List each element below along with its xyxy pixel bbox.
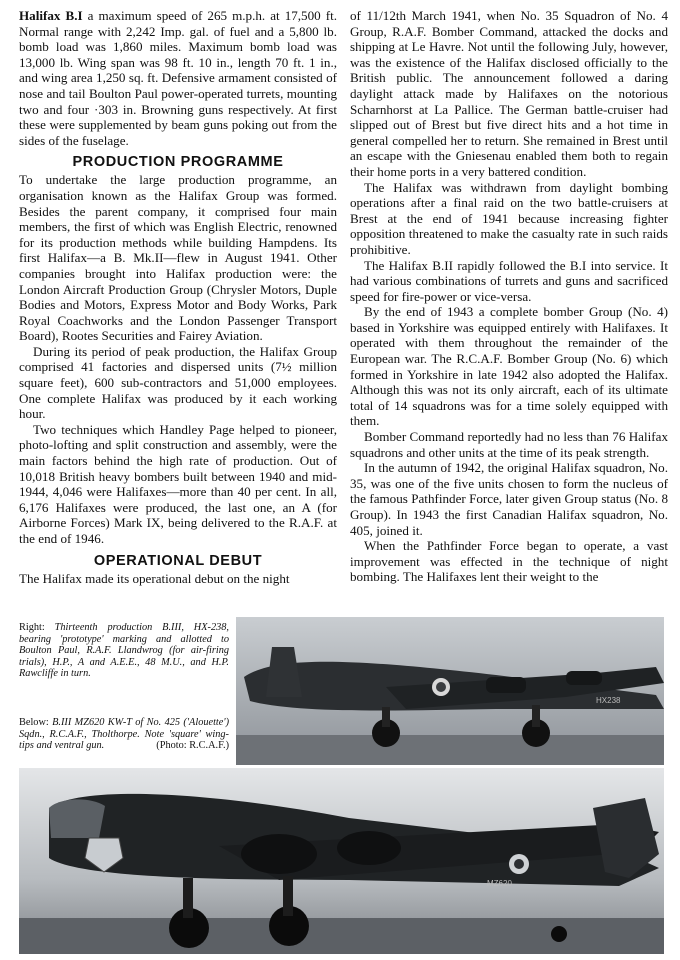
caption-below-credit: (Photo: R.C.A.F.) xyxy=(156,740,229,752)
right-paragraph-2: The Halifax was withdrawn from daylight bombing operations after a final raid on the two battle-cruisers at Brest at the end of 1941 because increasing fighter opposition threatened to make the casualty rate in such raids prohibitive. xyxy=(350,179,668,257)
photo-halifax-hx238 xyxy=(236,617,664,765)
right-paragraph-6: In the autumn of 1942, the original Halifax squadron, No. 35, was one of the five units chosen to form the nucleus of the famous Pathfinder Force, later given Group status (No. 8 Group). In 1943 the first Canadian Halifax squadron, No. 405, joined it. xyxy=(350,460,668,538)
caption-below-photo xyxy=(19,717,229,752)
right-paragraph-3: The Halifax B.II rapidly followed the B.I into service. It had various combinations of turrets and guns and sacrificed speed for fire-power or vice-versa. xyxy=(350,257,668,304)
heading-production-programme: PRODUCTION PROGRAMME xyxy=(72,154,284,171)
right-paragraph-4: By the end of 1943 a complete bomber Group (No. 4) based in Yorkshire was equipped entirely with Halifaxes. It operated with them throughout the remainder of the European war. The R.C.A.F. Bomber Group (No. 6) which formed in Yorkshire in late 1942 also adopted the Halifax. Although this was not its only aircraft, each of its ultimate total of 14 squadrons was for a time solely equipped with them. xyxy=(350,304,668,429)
production-paragraph-1: To undertake the large production programme, an organisation known as the Halifax Group was formed. Besides the parent company, it comprised four main members, the first of which was English Electric, renowned for its production methods while building Hampdens. Its first Halifax—a B. Mk.II—flew in August 1941. Other companies brought into Halifax production were: the London Aircraft Production Group (Chrysler Motors, Duple Bodies and Motors, Express Motor and Body Works, Park Royal Coachworks and the London Passenger Transport Board), Rootes Securities and Fairey Aviation. xyxy=(19,172,337,344)
caption-below-text: B.III MZ620 KW-T of No. 425 ('Alouette') Sqdn., R.C.A.F., Tholthorpe. Note 'square' wing-tips and ventral gun. xyxy=(19,717,229,752)
caption-right-text: Thirteenth production B.III, HX-238, bearing 'prototype' marking and allotted to Boulton Paul, R.A.F. Llandwrog (for air-firing trials), H.P., A and A.E.E., 48 M.U., and H.P. Rawcliffe in turn. xyxy=(19,622,229,680)
caption-right-photo xyxy=(19,622,229,680)
intro-paragraph: Halifax B.I a maximum speed of 265 m.p.h. at 17,500 ft. Normal range with 2,242 Imp. gal. of fuel and a 5,800 lb. bomb load was 1,860 miles. Maximum bomb load was 13,000 lb. Wing span was 98 ft. 10 in., length 70 ft. 1 in., and wing area 1,250 sq. ft. Defensive armament consisted of nose and tail Boulton Paul power-operated turrets, mounting two and four ·303 in. Browning guns respectively. At first these were supplemented by beam guns poking out from the sides of the fuselage. xyxy=(19,8,338,148)
debut-paragraph: The Halifax made its operational debut on the night xyxy=(19,570,290,586)
production-paragraph-3: Two techniques which Handley Page helped to pioneer, photo-lofting and split construction and assembly, were the main factors behind the high rate of production. Out of 10,018 British heavy bombers built between 1940 and mid-1944, 4,046 were Halifaxes—more than 40 per cent. In all, 6,176 Halifaxes were produced, the last one, an A (for Airborne Forces) Mark IX, being delivered to the R.A.F. at the end of 1946. xyxy=(19,421,337,546)
left-column xyxy=(19,8,337,586)
intro-lead: Halifax B.I xyxy=(19,8,83,23)
caption-right-tag: Right: xyxy=(19,622,45,633)
photo-below-serial: MZ620 xyxy=(487,879,512,888)
right-column xyxy=(350,8,668,585)
right-paragraph-7: When the Pathfinder Force began to operate, a vast improvement was effected in the technique of night bombing. The Halifaxes lent their weight to the xyxy=(350,538,668,585)
photo-right-serial: HX238 xyxy=(596,696,621,705)
right-paragraph-1: of 11/12th March 1941, when No. 35 Squadron of No. 4 Group, R.A.F. Bomber Command, attacked the docks and shipping at Le Havre. Not until the following July, however, was the existence of the Halifax disclosed officially to the British public. The announcement followed a daring daylight attack made by Halifaxes on the notorious Scharnhorst at La Pallice. The German battle-cruiser had slipped out of Brest but five direct hits and a hot time in general compelled her to return. She remained in Brest until an escape with the Gniesenau enabled them both to regain their home ports in a very battered condition. xyxy=(350,8,668,179)
caption-below-tag: Below: xyxy=(19,717,49,728)
photo-halifax-mz620 xyxy=(19,768,664,954)
heading-operational-debut: OPERATIONAL DEBUT xyxy=(93,552,263,569)
right-paragraph-5: Bomber Command reportedly had no less than 76 Halifax squadrons and other units at the time of its peak strength. xyxy=(350,429,668,460)
production-paragraph-2: During its period of peak production, the Halifax Group comprised 41 factories and dispersed units (7½ million square feet), 600 sub-contractors and 51,000 employees. One complete Halifax was produced by it each working hour. xyxy=(19,343,337,422)
